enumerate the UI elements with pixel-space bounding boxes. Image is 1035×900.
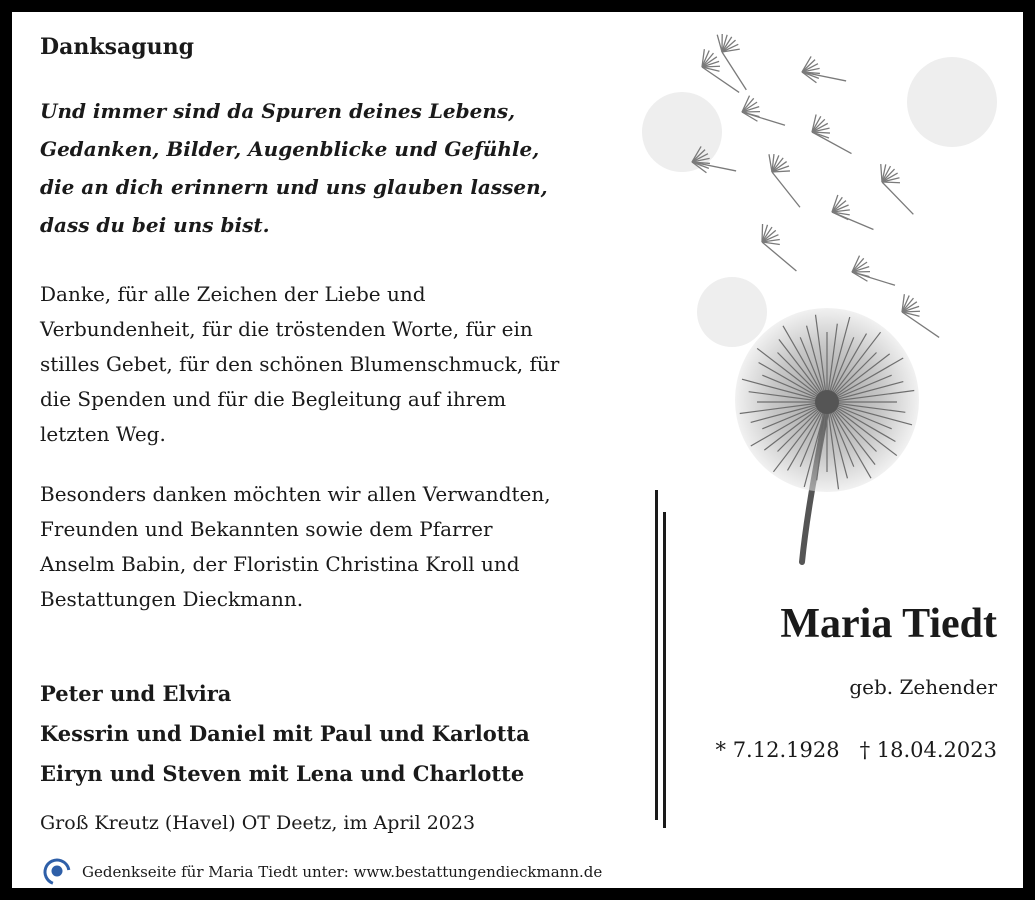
poem-line: Und immer sind da Spuren deines Lebens, xyxy=(40,99,516,123)
memorial-page-link[interactable]: Gedenkseite für Maria Tiedt unter: www.bestattungendieckmann.de xyxy=(82,863,603,881)
notice-heading: Danksagung xyxy=(40,34,194,60)
paragraph-line: Verbundenheit, für die tröstenden Worte, für ein xyxy=(40,317,533,341)
paragraph-line: stilles Gebet, für den schönen Blumenschmuck, für xyxy=(40,352,560,376)
life-dates xyxy=(716,738,997,762)
poem-line: die an dich erinnern und uns glauben lassen, xyxy=(40,175,548,199)
maiden-name: geb. Zehender xyxy=(849,675,997,699)
family-line: Eiryn und Steven mit Lena und Charlotte xyxy=(40,761,525,786)
obituary-notice xyxy=(12,12,1023,888)
family-line: Kessrin und Daniel mit Paul und Karlotta xyxy=(40,721,530,746)
thanks-paragraph-2 xyxy=(40,477,551,617)
death-date: † 18.04.2023 xyxy=(859,738,997,762)
paragraph-line: Bestattungen Dieckmann. xyxy=(40,587,304,611)
paragraph-line: Anselm Babin, der Floristin Christina Kroll und xyxy=(40,552,520,576)
paragraph-line: Besonders danken möchten wir allen Verwandten, xyxy=(40,482,551,506)
paragraph-line: Freunden und Bekannten sowie dem Pfarrer xyxy=(40,517,493,541)
thanks-paragraph-1 xyxy=(40,277,559,452)
poem-line: Gedanken, Bilder, Augenblicke und Gefühle, xyxy=(40,137,540,161)
dandelion-illustration-icon xyxy=(622,12,1023,587)
paragraph-line: letzten Weg. xyxy=(40,422,166,446)
footer xyxy=(42,857,602,887)
family-signatures xyxy=(40,674,530,794)
poem-line: dass du bei uns bist. xyxy=(40,213,270,237)
deceased-name: Maria Tiedt xyxy=(780,601,997,647)
paragraph-line: die Spenden und für die Begleitung auf ihrem xyxy=(40,387,507,411)
paragraph-line: Danke, für alle Zeichen der Liebe und xyxy=(40,282,426,306)
family-line: Peter und Elvira xyxy=(40,681,232,706)
birth-date: * 7.12.1928 xyxy=(715,738,840,762)
poem xyxy=(40,92,548,244)
funeral-home-logo-icon xyxy=(42,857,72,887)
place-date: Groß Kreutz (Havel) OT Deetz, im April 2023 xyxy=(40,812,476,834)
